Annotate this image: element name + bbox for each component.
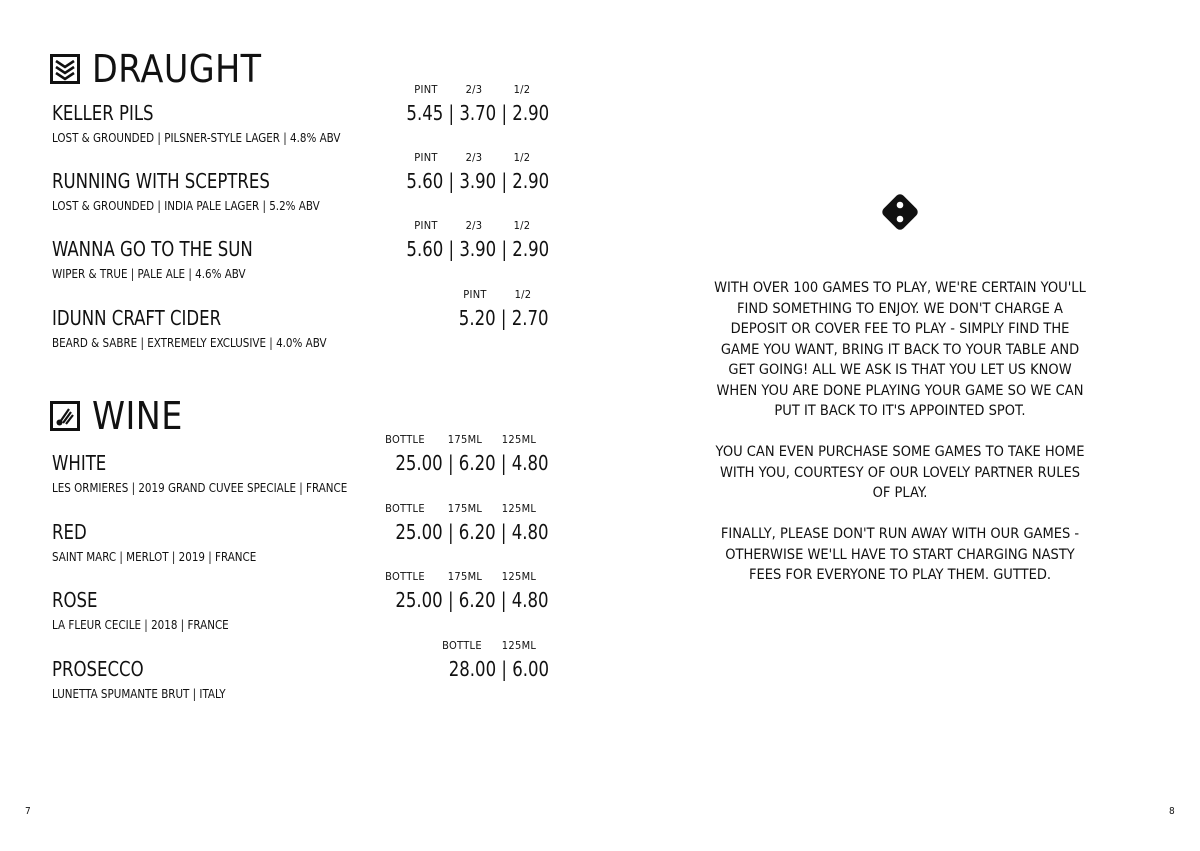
item-name: RUNNING WITH SCEPTRES xyxy=(52,169,270,193)
menu-item-running-with-sceptres xyxy=(52,151,549,221)
menu-item-wanna-go-to-the-sun xyxy=(52,219,549,289)
size-label: BOTTLE xyxy=(385,502,425,515)
item-name: PROSECCO xyxy=(52,657,144,681)
draught-header xyxy=(50,47,285,91)
item-description: LES ORMIERES | 2019 GRAND CUVEE SPECIALE | FRANCE xyxy=(52,480,348,495)
size-labels xyxy=(372,503,546,514)
section-title-draught: DRAUGHT xyxy=(92,47,262,91)
item-price: 25.00 | 6.20 | 4.80 xyxy=(395,451,549,475)
item-description: LOST & GROUNDED | PILSNER-STYLE LAGER | 4.8% ABV xyxy=(52,130,341,145)
wine-header xyxy=(50,394,195,438)
size-label: BOTTLE xyxy=(442,639,482,652)
item-name: KELLER PILS xyxy=(52,101,154,125)
size-label: PINT xyxy=(463,288,487,301)
item-name: RED xyxy=(52,520,87,544)
size-label: 1/2 xyxy=(513,151,531,164)
size-label: 175ML xyxy=(447,502,483,515)
chevron-box-icon xyxy=(50,54,80,84)
item-price: 5.60 | 3.90 | 2.90 xyxy=(406,169,549,193)
item-description: BEARD & SABRE | EXTREMELY EXCLUSIVE | 4.0% ABV xyxy=(52,335,327,350)
item-name: WHITE xyxy=(52,451,107,475)
games-paragraph: WITH OVER 100 GAMES TO PLAY, WE'RE CERTAIN YOU'LL FIND SOMETHING TO ENJOY. WE DON'T CHARGE A DEPOSIT OR COVER FEE TO PLAY - SIMPLY FIND THE GAME YOU WANT, BRING IT BACK TO YOUR TABLE AND GET GOING! ALL WE ASK IS THAT YOU LET US KNOW WHEN YOU ARE DONE PLAYING YOUR GAME SO WE CAN PUT IT BACK TO IT'S APPOINTED SPOT. xyxy=(714,280,1086,419)
size-labels xyxy=(402,152,546,163)
menu-item-keller-pils xyxy=(52,83,549,153)
item-price: 25.00 | 6.20 | 4.80 xyxy=(395,520,549,544)
size-labels xyxy=(450,289,546,300)
size-labels xyxy=(432,640,546,651)
size-label: BOTTLE xyxy=(385,570,425,583)
item-price: 5.60 | 3.90 | 2.90 xyxy=(406,237,549,261)
size-label: PINT xyxy=(414,151,438,164)
size-label: 125ML xyxy=(501,570,537,583)
dice-icon xyxy=(877,189,923,235)
size-label: PINT xyxy=(414,219,438,232)
size-label: 2/3 xyxy=(465,151,483,164)
wine-glass-box-icon xyxy=(50,401,80,431)
item-name: ROSE xyxy=(52,588,98,612)
size-label: 2/3 xyxy=(465,83,483,96)
size-label: 175ML xyxy=(447,570,483,583)
menu-item-prosecco xyxy=(52,639,549,709)
size-labels xyxy=(372,571,546,582)
menu-item-white xyxy=(52,433,549,503)
size-label: 2/3 xyxy=(465,219,483,232)
menu-item-idunn-craft-cider xyxy=(52,288,549,358)
size-label: 1/2 xyxy=(513,83,531,96)
size-label: 125ML xyxy=(501,433,537,446)
item-name: IDUNN CRAFT CIDER xyxy=(52,306,222,330)
games-paragraph: FINALLY, PLEASE DON'T RUN AWAY WITH OUR GAMES - OTHERWISE WE'LL HAVE TO START CHARGING NASTY FEES FOR EVERYONE TO PLAY THEM. GUTTED. xyxy=(720,526,1080,583)
page-number-left: 7 xyxy=(25,806,31,817)
games-info xyxy=(690,278,1110,606)
games-paragraph: YOU CAN EVEN PURCHASE SOME GAMES TO TAKE HOME WITH YOU, COURTESY OF OUR LOVELY PARTNER RULES OF PLAY. xyxy=(715,444,1085,501)
item-price: 5.20 | 2.70 xyxy=(459,306,549,330)
item-description: LA FLEUR CECILE | 2018 | FRANCE xyxy=(52,617,229,632)
item-description: SAINT MARC | MERLOT | 2019 | FRANCE xyxy=(52,549,257,564)
item-description: LUNETTA SPUMANTE BRUT | ITALY xyxy=(52,686,226,701)
size-labels xyxy=(372,434,546,445)
item-price: 28.00 | 6.00 xyxy=(448,657,549,681)
size-label: 125ML xyxy=(501,639,537,652)
page-number-right: 8 xyxy=(1169,806,1175,817)
size-label: 1/2 xyxy=(513,219,531,232)
item-description: LOST & GROUNDED | INDIA PALE LAGER | 5.2% ABV xyxy=(52,198,320,213)
item-name: WANNA GO TO THE SUN xyxy=(52,237,253,261)
section-title-wine: WINE xyxy=(92,394,183,438)
menu-item-red xyxy=(52,502,549,572)
size-label: PINT xyxy=(414,83,438,96)
size-labels xyxy=(402,220,546,231)
item-description: WIPER & TRUE | PALE ALE | 4.6% ABV xyxy=(52,266,246,281)
item-price: 5.45 | 3.70 | 2.90 xyxy=(406,101,549,125)
menu-item-rose xyxy=(52,570,549,640)
size-label: 125ML xyxy=(501,502,537,515)
size-label: 175ML xyxy=(447,433,483,446)
size-labels xyxy=(402,84,546,95)
size-label: BOTTLE xyxy=(385,433,425,446)
size-label: 1/2 xyxy=(514,288,532,301)
item-price: 25.00 | 6.20 | 4.80 xyxy=(395,588,549,612)
